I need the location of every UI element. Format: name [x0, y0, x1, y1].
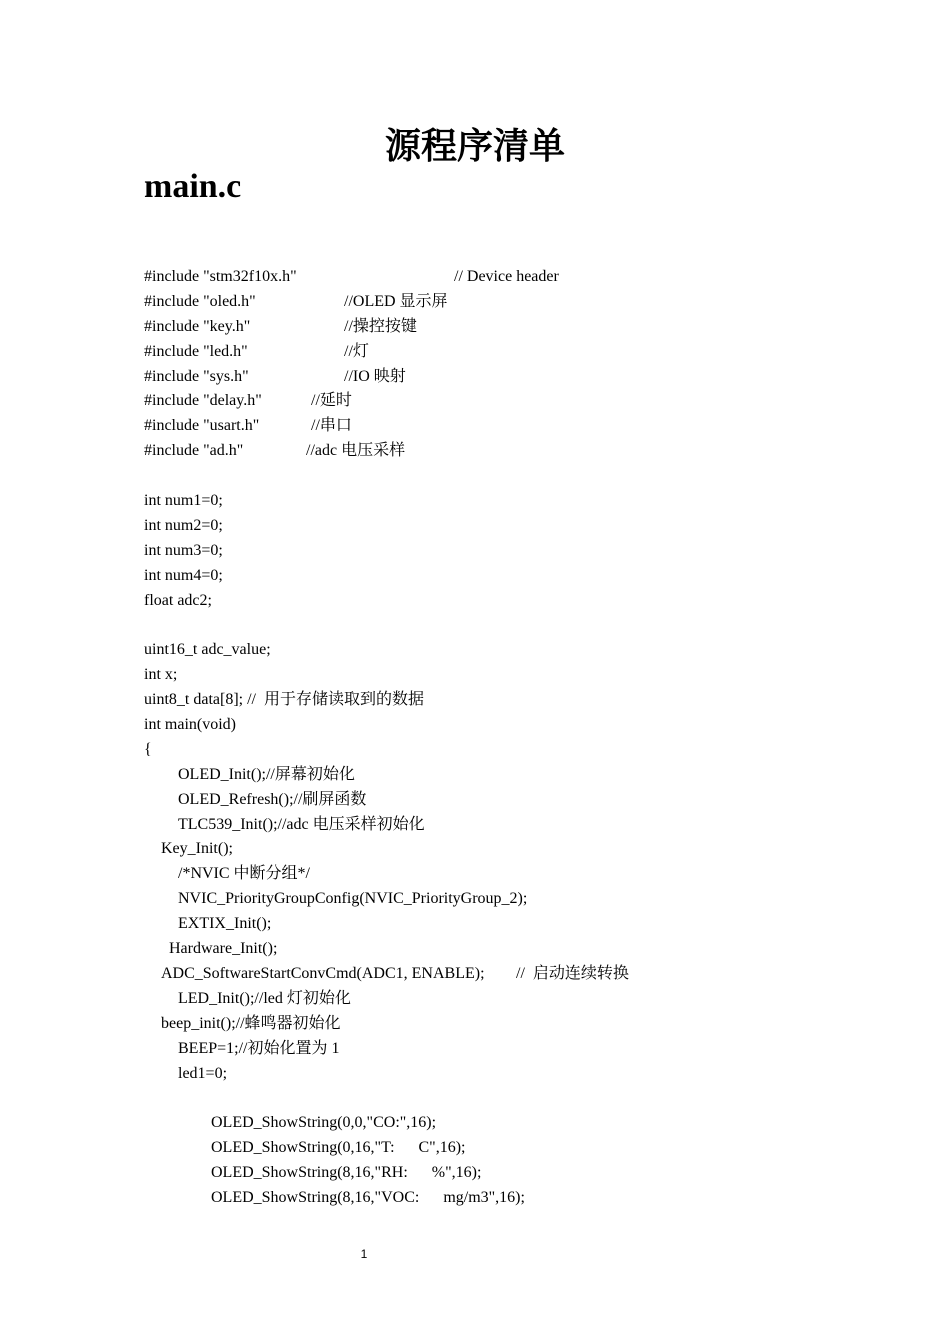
code-comment: //串口	[311, 417, 352, 435]
code-text: led1=0;	[178, 1064, 228, 1082]
code-text: uint8_t data[8]; // 用于存储读取到的数据	[144, 691, 424, 709]
document-title: 源程序清单	[384, 126, 565, 167]
code-text: OLED_Refresh();//刷屏函数	[178, 790, 367, 808]
code-text: /*NVIC 中断分组*/	[178, 865, 311, 883]
source-code-listing	[144, 265, 629, 1211]
code-text: OLED_ShowString(0,0,"CO:",16);	[211, 1114, 437, 1132]
code-line	[144, 788, 527, 813]
code-text: #include "oled.h"	[144, 292, 256, 310]
code-text: int num3=0;	[144, 541, 223, 559]
code-text: #include "stm32f10x.h"	[144, 268, 297, 285]
code-line	[144, 1161, 527, 1186]
code-line	[144, 1186, 527, 1211]
code-line	[144, 514, 527, 539]
code-line	[144, 340, 527, 365]
code-text: OLED_ShowString(8,16,"VOC: mg/m3",16);	[211, 1188, 525, 1206]
code-comment: //操控按键	[344, 317, 417, 335]
code-line	[144, 887, 527, 912]
code-line	[144, 365, 527, 390]
code-text: int num1=0;	[144, 492, 223, 510]
code-text: OLED_ShowString(8,16,"RH: %",16);	[211, 1164, 482, 1182]
code-text: uint16_t adc_value;	[144, 641, 271, 659]
code-line	[144, 414, 527, 439]
code-text: int x;	[144, 666, 178, 684]
code-line	[144, 1037, 527, 1062]
code-text: #include "ad.h"	[144, 442, 244, 460]
code-line	[144, 290, 527, 315]
code-line	[144, 1062, 527, 1087]
code-line	[144, 1136, 527, 1161]
code-comment: //延时	[311, 392, 352, 410]
code-text: #include "sys.h"	[144, 367, 249, 385]
code-line	[144, 539, 527, 564]
blank-line	[144, 613, 527, 638]
source-filename-heading: main.c	[144, 168, 242, 205]
blank-line	[144, 464, 527, 489]
code-text: LED_Init();//led 灯初始化	[178, 989, 351, 1007]
code-line	[144, 688, 527, 713]
code-line	[144, 763, 527, 788]
code-line	[144, 564, 527, 589]
code-text: int num2=0;	[144, 516, 223, 534]
code-text: {	[144, 740, 152, 758]
code-text: OLED_ShowString(0,16,"T: C",16);	[211, 1139, 466, 1157]
page-number: 1	[360, 1247, 368, 1261]
code-text: int main(void)	[144, 716, 236, 734]
code-text: #include "led.h"	[144, 342, 248, 360]
code-line	[144, 937, 527, 962]
code-line	[144, 912, 527, 937]
code-line	[144, 738, 527, 763]
code-text: ADC_SoftwareStartConvCmd(ADC1, ENABLE);	[161, 964, 485, 982]
code-line	[144, 987, 527, 1012]
code-text: #include "usart.h"	[144, 417, 260, 435]
code-text: float adc2;	[144, 591, 212, 609]
code-comment: //adc 电压采样	[306, 442, 406, 460]
code-comment: // Device header	[454, 268, 559, 285]
code-text: TLC539_Init();//adc 电压采样初始化	[178, 815, 425, 833]
code-comment: //OLED 显示屏	[344, 292, 448, 310]
code-line	[144, 862, 527, 887]
code-line	[144, 813, 527, 838]
code-line	[144, 315, 527, 340]
code-line	[144, 589, 527, 614]
code-text: #include "key.h"	[144, 317, 251, 335]
code-line	[144, 1012, 527, 1037]
code-line	[144, 837, 527, 862]
code-line	[144, 1111, 527, 1136]
code-line	[144, 663, 527, 688]
code-text: int num4=0;	[144, 566, 223, 584]
code-comment: //灯	[344, 342, 369, 360]
code-line	[144, 265, 559, 290]
code-line	[144, 638, 527, 663]
code-text: BEEP=1;//初始化置为 1	[178, 1039, 340, 1057]
code-line	[144, 962, 629, 987]
code-text: beep_init();//蜂鸣器初始化	[161, 1014, 341, 1032]
code-line	[144, 439, 527, 464]
code-line	[144, 489, 527, 514]
code-line	[144, 713, 527, 738]
code-text: OLED_Init();//屏幕初始化	[178, 765, 355, 783]
code-text: Key_Init();	[161, 840, 233, 858]
code-text: Hardware_Init();	[169, 940, 278, 958]
code-text: NVIC_PriorityGroupConfig(NVIC_PriorityGroup_2);	[178, 890, 528, 908]
code-text: #include "delay.h"	[144, 392, 262, 410]
blank-line	[144, 1086, 527, 1111]
code-comment: //IO 映射	[344, 367, 406, 385]
code-comment: // 启动连续转换	[516, 964, 629, 982]
code-text: EXTIX_Init();	[178, 915, 272, 933]
code-line	[144, 389, 527, 414]
